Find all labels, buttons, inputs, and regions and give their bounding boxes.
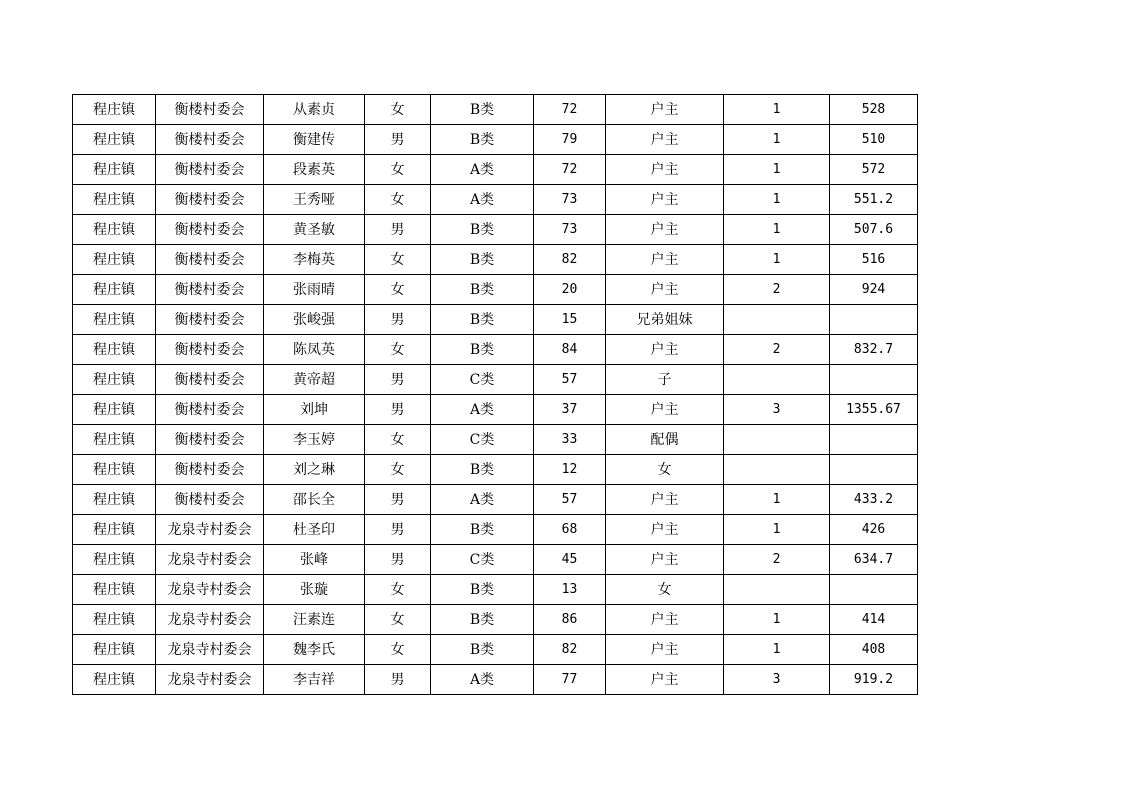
cell-gender: 男 (365, 485, 431, 515)
cell-village: 龙泉寺村委会 (156, 575, 264, 605)
cell-household-size: 1 (724, 125, 830, 155)
cell-household-size: 1 (724, 185, 830, 215)
cell-name: 张雨晴 (264, 275, 365, 305)
cell-household-size (724, 305, 830, 335)
table-row (73, 485, 918, 515)
cell-name: 刘坤 (264, 395, 365, 425)
cell-age: 13 (534, 575, 606, 605)
cell-relation: 户主 (606, 245, 724, 275)
cell-category: B类 (431, 455, 534, 485)
cell-category: B类 (431, 635, 534, 665)
cell-category: C类 (431, 545, 534, 575)
cell-gender: 男 (365, 395, 431, 425)
cell-amount: 832.7 (830, 335, 918, 365)
cell-amount: 433.2 (830, 485, 918, 515)
cell-name: 张峰 (264, 545, 365, 575)
cell-name: 张璇 (264, 575, 365, 605)
cell-town: 程庄镇 (73, 365, 156, 395)
cell-household-size (724, 365, 830, 395)
cell-name: 杜圣印 (264, 515, 365, 545)
cell-age: 77 (534, 665, 606, 695)
cell-age: 73 (534, 215, 606, 245)
cell-gender: 男 (365, 665, 431, 695)
cell-household-size: 3 (724, 395, 830, 425)
cell-name: 李吉祥 (264, 665, 365, 695)
cell-amount: 551.2 (830, 185, 918, 215)
cell-relation: 户主 (606, 215, 724, 245)
table-row (73, 395, 918, 425)
cell-village: 衡楼村委会 (156, 335, 264, 365)
cell-town: 程庄镇 (73, 455, 156, 485)
cell-age: 68 (534, 515, 606, 545)
cell-village: 衡楼村委会 (156, 365, 264, 395)
cell-relation: 户主 (606, 635, 724, 665)
cell-relation: 子 (606, 365, 724, 395)
table-row (73, 155, 918, 185)
cell-amount: 516 (830, 245, 918, 275)
cell-amount (830, 575, 918, 605)
cell-household-size: 1 (724, 515, 830, 545)
cell-name: 陈凤英 (264, 335, 365, 365)
cell-household-size: 1 (724, 485, 830, 515)
cell-village: 衡楼村委会 (156, 275, 264, 305)
cell-relation: 户主 (606, 515, 724, 545)
cell-gender: 女 (365, 275, 431, 305)
cell-town: 程庄镇 (73, 485, 156, 515)
cell-age: 57 (534, 485, 606, 515)
cell-age: 57 (534, 365, 606, 395)
table-row (73, 575, 918, 605)
cell-relation: 户主 (606, 95, 724, 125)
cell-town: 程庄镇 (73, 125, 156, 155)
cell-category: B类 (431, 215, 534, 245)
cell-village: 衡楼村委会 (156, 215, 264, 245)
cell-amount: 919.2 (830, 665, 918, 695)
cell-relation: 配偶 (606, 425, 724, 455)
cell-gender: 男 (365, 125, 431, 155)
cell-village: 龙泉寺村委会 (156, 605, 264, 635)
cell-household-size: 1 (724, 635, 830, 665)
cell-village: 龙泉寺村委会 (156, 545, 264, 575)
table-body (73, 95, 918, 695)
cell-village: 衡楼村委会 (156, 185, 264, 215)
cell-relation: 户主 (606, 665, 724, 695)
cell-village: 衡楼村委会 (156, 95, 264, 125)
cell-village: 龙泉寺村委会 (156, 515, 264, 545)
cell-town: 程庄镇 (73, 275, 156, 305)
cell-amount: 426 (830, 515, 918, 545)
cell-household-size (724, 455, 830, 485)
cell-gender: 女 (365, 245, 431, 275)
cell-amount: 414 (830, 605, 918, 635)
table-row (73, 605, 918, 635)
cell-age: 45 (534, 545, 606, 575)
cell-town: 程庄镇 (73, 515, 156, 545)
cell-gender: 女 (365, 455, 431, 485)
cell-name: 王秀哑 (264, 185, 365, 215)
cell-relation: 户主 (606, 125, 724, 155)
cell-village: 衡楼村委会 (156, 305, 264, 335)
cell-town: 程庄镇 (73, 545, 156, 575)
cell-town: 程庄镇 (73, 635, 156, 665)
cell-category: A类 (431, 395, 534, 425)
table-row (73, 425, 918, 455)
cell-household-size (724, 425, 830, 455)
cell-town: 程庄镇 (73, 215, 156, 245)
cell-amount: 408 (830, 635, 918, 665)
table-row (73, 515, 918, 545)
cell-town: 程庄镇 (73, 575, 156, 605)
cell-name: 黄帝超 (264, 365, 365, 395)
cell-household-size: 1 (724, 245, 830, 275)
table-row (73, 545, 918, 575)
table-row (73, 365, 918, 395)
cell-relation: 户主 (606, 395, 724, 425)
cell-amount: 507.6 (830, 215, 918, 245)
table-row (73, 635, 918, 665)
cell-town: 程庄镇 (73, 155, 156, 185)
cell-town: 程庄镇 (73, 665, 156, 695)
cell-age: 72 (534, 95, 606, 125)
cell-relation: 户主 (606, 185, 724, 215)
cell-town: 程庄镇 (73, 335, 156, 365)
cell-village: 龙泉寺村委会 (156, 635, 264, 665)
cell-village: 龙泉寺村委会 (156, 665, 264, 695)
table-row (73, 245, 918, 275)
cell-town: 程庄镇 (73, 605, 156, 635)
cell-category: B类 (431, 575, 534, 605)
cell-name: 张峻强 (264, 305, 365, 335)
cell-amount: 1355.67 (830, 395, 918, 425)
cell-age: 82 (534, 635, 606, 665)
cell-town: 程庄镇 (73, 395, 156, 425)
cell-town: 程庄镇 (73, 95, 156, 125)
table-row (73, 665, 918, 695)
cell-village: 衡楼村委会 (156, 425, 264, 455)
cell-amount (830, 425, 918, 455)
cell-age: 79 (534, 125, 606, 155)
cell-gender: 女 (365, 425, 431, 455)
cell-age: 84 (534, 335, 606, 365)
cell-gender: 男 (365, 365, 431, 395)
cell-relation: 户主 (606, 275, 724, 305)
cell-name: 魏李氏 (264, 635, 365, 665)
cell-amount: 572 (830, 155, 918, 185)
cell-gender: 女 (365, 605, 431, 635)
table-row (73, 305, 918, 335)
cell-category: A类 (431, 485, 534, 515)
table-row (73, 275, 918, 305)
cell-name: 邵长全 (264, 485, 365, 515)
data-table-container (72, 94, 918, 695)
cell-gender: 女 (365, 635, 431, 665)
relief-table (72, 94, 918, 695)
cell-category: B类 (431, 515, 534, 545)
cell-age: 86 (534, 605, 606, 635)
cell-relation: 户主 (606, 335, 724, 365)
cell-amount: 634.7 (830, 545, 918, 575)
cell-gender: 男 (365, 515, 431, 545)
cell-household-size: 1 (724, 155, 830, 185)
cell-village: 衡楼村委会 (156, 125, 264, 155)
cell-age: 37 (534, 395, 606, 425)
cell-village: 衡楼村委会 (156, 245, 264, 275)
cell-village: 衡楼村委会 (156, 155, 264, 185)
cell-category: C类 (431, 425, 534, 455)
cell-category: A类 (431, 155, 534, 185)
table-row (73, 215, 918, 245)
cell-gender: 女 (365, 575, 431, 605)
cell-name: 李梅英 (264, 245, 365, 275)
cell-name: 黄圣敏 (264, 215, 365, 245)
cell-age: 12 (534, 455, 606, 485)
cell-gender: 男 (365, 305, 431, 335)
cell-age: 82 (534, 245, 606, 275)
cell-category: C类 (431, 365, 534, 395)
cell-relation: 户主 (606, 155, 724, 185)
cell-town: 程庄镇 (73, 305, 156, 335)
cell-category: B类 (431, 305, 534, 335)
cell-household-size: 1 (724, 605, 830, 635)
cell-amount (830, 305, 918, 335)
cell-household-size: 2 (724, 275, 830, 305)
cell-relation: 兄弟姐妹 (606, 305, 724, 335)
table-row (73, 335, 918, 365)
table-row (73, 185, 918, 215)
cell-gender: 女 (365, 185, 431, 215)
cell-household-size: 3 (724, 665, 830, 695)
cell-amount: 510 (830, 125, 918, 155)
cell-age: 33 (534, 425, 606, 455)
cell-household-size: 1 (724, 95, 830, 125)
cell-amount: 924 (830, 275, 918, 305)
cell-name: 段素英 (264, 155, 365, 185)
cell-amount (830, 365, 918, 395)
cell-gender: 男 (365, 545, 431, 575)
cell-category: B类 (431, 95, 534, 125)
cell-household-size (724, 575, 830, 605)
cell-category: A类 (431, 665, 534, 695)
table-row (73, 125, 918, 155)
cell-household-size: 2 (724, 545, 830, 575)
cell-town: 程庄镇 (73, 245, 156, 275)
cell-gender: 女 (365, 335, 431, 365)
cell-relation: 女 (606, 575, 724, 605)
cell-village: 衡楼村委会 (156, 395, 264, 425)
cell-category: B类 (431, 335, 534, 365)
cell-age: 72 (534, 155, 606, 185)
cell-gender: 女 (365, 155, 431, 185)
cell-name: 汪素连 (264, 605, 365, 635)
table-row (73, 95, 918, 125)
cell-category: B类 (431, 275, 534, 305)
cell-age: 73 (534, 185, 606, 215)
cell-village: 衡楼村委会 (156, 485, 264, 515)
cell-name: 李玉婷 (264, 425, 365, 455)
cell-age: 15 (534, 305, 606, 335)
cell-relation: 户主 (606, 605, 724, 635)
cell-age: 20 (534, 275, 606, 305)
cell-relation: 户主 (606, 485, 724, 515)
cell-name: 衡建传 (264, 125, 365, 155)
cell-relation: 户主 (606, 545, 724, 575)
cell-household-size: 1 (724, 215, 830, 245)
cell-town: 程庄镇 (73, 185, 156, 215)
cell-amount: 528 (830, 95, 918, 125)
cell-name: 刘之琳 (264, 455, 365, 485)
cell-gender: 男 (365, 215, 431, 245)
table-row (73, 455, 918, 485)
cell-category: B类 (431, 125, 534, 155)
cell-gender: 女 (365, 95, 431, 125)
cell-village: 衡楼村委会 (156, 455, 264, 485)
cell-amount (830, 455, 918, 485)
cell-category: B类 (431, 245, 534, 275)
cell-category: B类 (431, 605, 534, 635)
cell-household-size: 2 (724, 335, 830, 365)
cell-relation: 女 (606, 455, 724, 485)
cell-category: A类 (431, 185, 534, 215)
cell-name: 从素贞 (264, 95, 365, 125)
cell-town: 程庄镇 (73, 425, 156, 455)
